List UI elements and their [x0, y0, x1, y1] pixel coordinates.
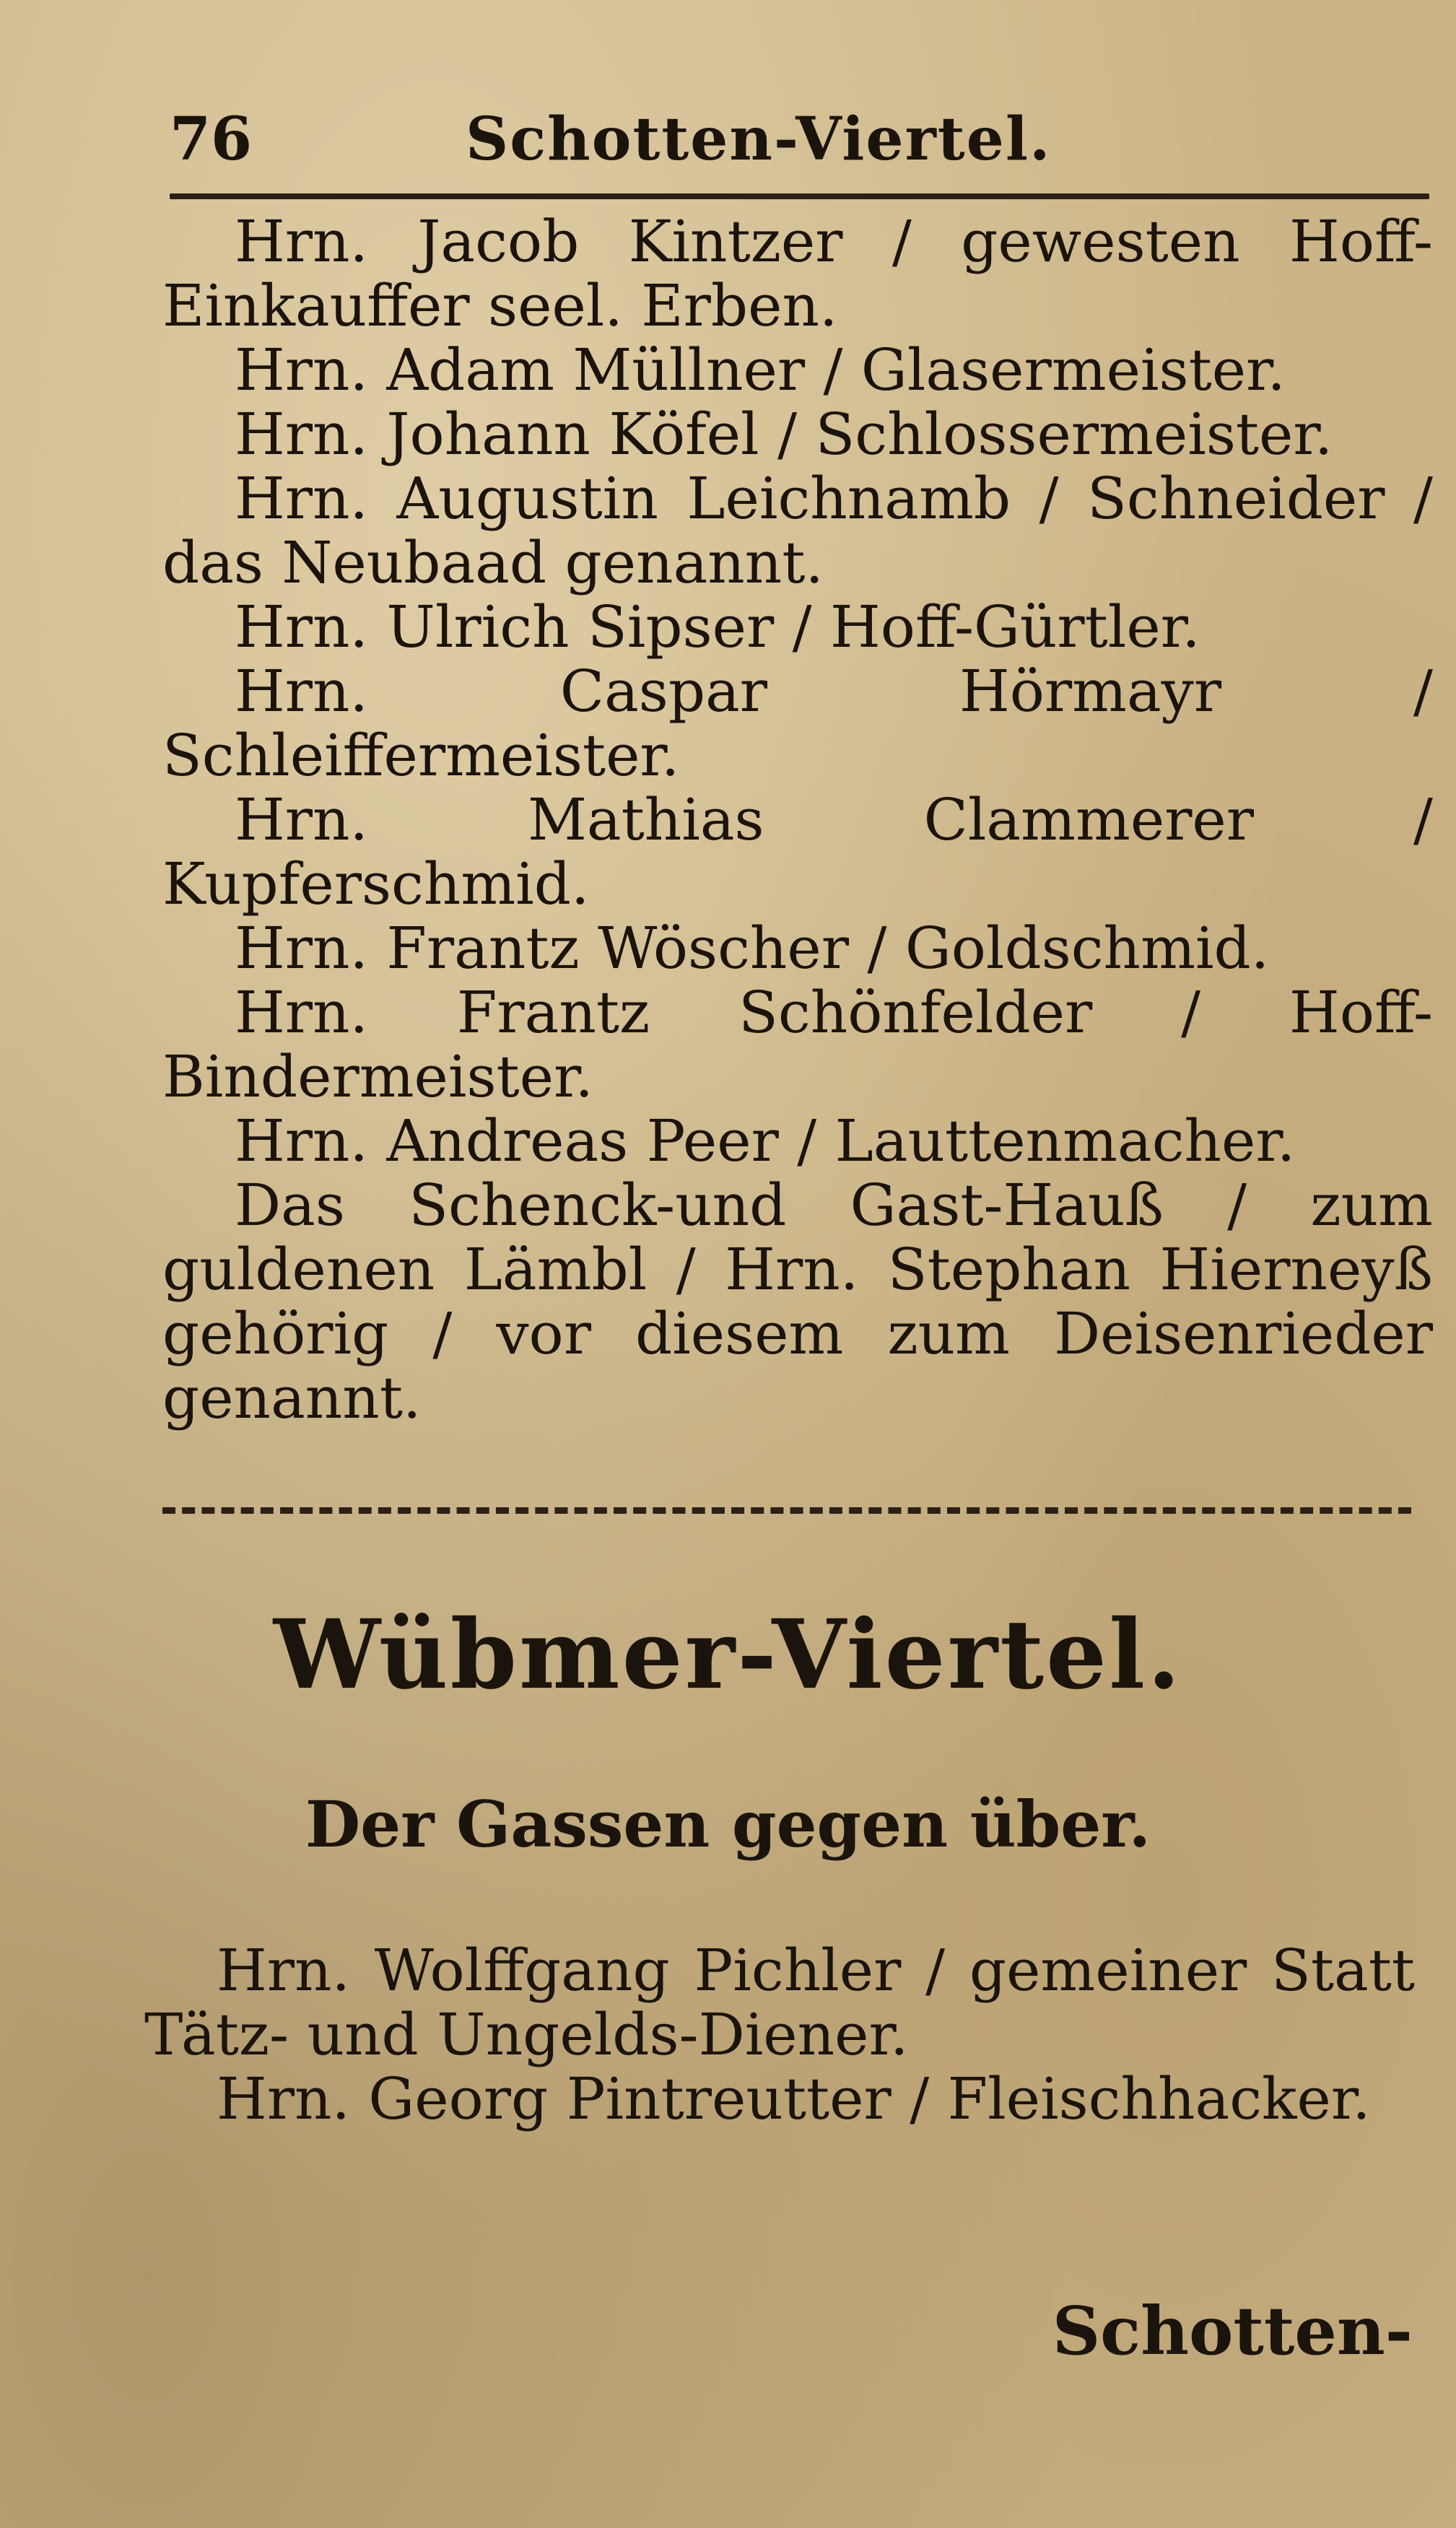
list-item: Hrn. Caspar Hörmayr / Schleiffermeister.	[162, 658, 1433, 789]
section-entry-list	[144, 1938, 1415, 2131]
header-rule	[170, 193, 1429, 199]
list-item: Hrn. Frantz Wöscher / Goldschmid.	[235, 915, 1270, 982]
list-item: Hrn. Frantz Schönfelder / Hoff-Bindermeister.	[162, 979, 1433, 1110]
section-divider	[162, 1507, 1411, 1514]
page-number: 76	[170, 105, 253, 174]
list-item: Hrn. Ulrich Sipser / Hoff-Gürtler.	[235, 593, 1200, 661]
list-item: Hrn. Jacob Kintzer / gewesten Hoff-Einkauffer seel. Erben.	[162, 208, 1433, 339]
list-item: Das Schenck-und Gast-Hauß / zum guldenen Lämbl / Hrn. Stephan Hierneyß gehörig / vor diesem zum Deisenrieder genannt.	[162, 1172, 1433, 1431]
list-item: Hrn. Wolffgang Pichler / gemeiner Statt Tätz- und Ungelds-Diener.	[144, 1937, 1415, 2068]
section-title: Wübmer-Viertel.	[273, 1599, 1183, 1711]
page-header	[170, 97, 1426, 177]
list-item: Hrn. Mathias Clammerer / Kupferschmid.	[162, 786, 1433, 918]
running-head: Schotten-Viertel.	[466, 105, 1052, 174]
list-item: Hrn. Johann Köfel / Schlossermeister.	[235, 401, 1333, 468]
entry-list	[162, 209, 1433, 1430]
list-item: Hrn. Andreas Peer / Lauttenmacher.	[235, 1107, 1296, 1174]
catchword: Schotten-	[1052, 2292, 1413, 2370]
list-item: Hrn. Augustin Leichnamb / Schneider / das Neubaad genannt.	[162, 465, 1433, 596]
section-subtitle: Der Gassen gegen über.	[305, 1787, 1151, 1862]
list-item: Hrn. Adam Müllner / Glasermeister.	[235, 336, 1286, 404]
list-item: Hrn. Georg Pintreutter / Fleischhacker.	[217, 2065, 1371, 2132]
